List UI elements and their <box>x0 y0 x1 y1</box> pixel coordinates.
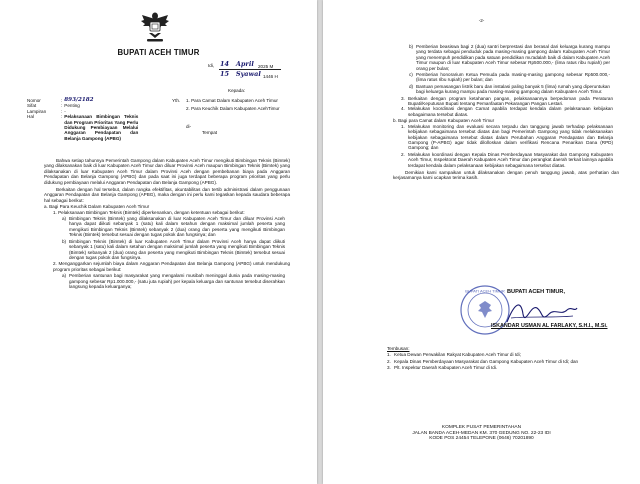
tembusan-label: Tembusan: <box>387 346 410 351</box>
date-gregorian-year: 2025 M <box>258 64 274 69</box>
kepada-label: Kepada: <box>228 88 246 93</box>
item-4: 4. Melakukan koordinasi dengan Camat apabila terdapat kendala dalam pelaksanaan kebijakan sebagaimana tersebut diatas. <box>401 106 613 117</box>
letter-body-page-1 <box>44 158 290 289</box>
letter-page-1 <box>0 0 317 484</box>
meta-sifat: Sifat : Penting <box>27 103 80 109</box>
page-number: -2- <box>478 18 485 23</box>
letter-meta <box>27 98 139 141</box>
recipient-list <box>186 98 282 112</box>
date-place-label: Idi, <box>208 63 215 68</box>
date-hijri-handwritten: 15 Syawal <box>220 70 261 78</box>
recipient-2: 2. Para Keuchik Dalam Kabupaten AcehTimur <box>186 106 280 112</box>
item-a-heading: a. Bagi Para Keuchik Dalam Kabupaten Aceh Timur <box>44 204 150 210</box>
seal-text: BUPATI ACEH TIMUR <box>465 288 505 294</box>
item-2-sub-c: c) Pemberian honorarium Ketua Pemuda pada masing-masing gampong sebesar Rp500.000,- (lima ratus ribu rupiah) per bulan; dan <box>409 72 610 83</box>
meta-hal: Hal : Pelaksanaan Bimbingan Teknis dan Program Prioritas Yang Perlu Didukung Pembiayaan Melalui Anggaran Pendapatan dan Belanja Gampong (APBG) <box>27 114 139 141</box>
footer-line-2: JALAN BANDA ACEH-MEDAN KM. 370 GEDUNG NO. 22-23 IDI <box>412 430 551 436</box>
item-2-sub-b: b) Pemberian beasiswa bagi 2 (dua) santri berprestasi dan berasal dari keluarga kurang mampu yang terdata sebagai penduduk pada masing-masing gampong dalam Kabupaten Aceh Timur yang menempuh pendidikan pada satuan pendidikan mu'adalah baik di dalam Kabupaten Aceh Timur maupun di luar Kabupaten Aceh Timur sebesar Rp500.000,- (lima ratus ribu rupiah) per orang per bulan; <box>409 44 610 71</box>
paragraph-1: Bahwa setiap tahunnya Pemerintah Gampong dalam Kabupaten Aceh Timur mengikuti Bimbingan Teknis (Bimtek) yang dilaksanakan baik di luar Kabupaten Aceh Timur dan diluar Provinsi Aceh maupun Bimbingan Teknis (Bimtek) yang dilaksanakan di luar Kabupaten Aceh Timur dalam Provinsi Aceh dengan pembebanan biaya pada Anggaran Pendapatan dan Belanja Gampong (APBG) dan pada saat ini juga terdapat beberapa program prioritas yang perlu didukung pembiayaan melalui Anggaran Pendapatan dan Belanja Gampong (APBG). <box>44 158 290 185</box>
letter-footer <box>323 425 640 442</box>
date-gregorian-handwritten: 14 April <box>220 60 254 68</box>
closing-paragraph: Demikian kami sampaikan untuk dilaksanakan dengan penuh tanggung jawab, atas perhatian dan kerjasamanya kami ucapkan terima kasih. <box>393 169 619 181</box>
item-1-sub-b: b) Bimbingan Teknis (Bimtek) di luar Kabupaten Aceh Timur dalam Provinsi Aceh hanya dapat diikuti sebanyak 1 (satu) kali dalam setahun dengan maksimal jumlah peserta yang mengikuti Bimbingan Teknis (Bimtek) sebanyak 2 (dua) orang dan peserta yang mengikuti Bimbingan Teknis (Bimtek) tersebut sesuai dengan tugas pokok dan fungsinya. <box>62 238 285 260</box>
tembusan-item-1: 1. Ketua Dewan Perwakilan Rakyat Kabupaten Aceh Timur di Idi; <box>387 352 521 358</box>
footer-line-1: KOMPLEK PUSAT PEMERINTAHAN <box>441 425 522 430</box>
signer-title: BUPATI ACEH TIMUR, <box>507 289 566 295</box>
letter-body-page-2 <box>393 44 619 181</box>
footer-line-3: KODE POS 24454 TELEPONE (0646) 70201890 <box>429 436 534 442</box>
item-b-heading: b. Bagi para Camat dalam Kabupaten Aceh Timur <box>393 118 495 124</box>
letter-heading: BUPATI ACEH TIMUR <box>117 48 200 57</box>
tembusan-section <box>387 346 627 371</box>
tembusan-item-2: 2. Kepala Dinas Pemberdayaan Masyarakat dan Gampong Kabupaten Aceh Timur di Idi; dan <box>387 358 579 364</box>
item-2-sub-a: a) Pemberian santunan bagi masyarakat yang mengalami musibah meninggal dunia pada masing-masing gampong sebesar Rp1.000.000,- (satu juta rupiah) per kepala keluarga dan santunan tersebut diserahkan langsung kepada keluarganya; <box>62 273 285 289</box>
item-2: 2. Menganggarkan sejumlah biaya dalam Anggaran Pendapatan dan Belanja Gampong (APBG) untuk mendukung program prioritas sebagai berikut: <box>53 261 290 272</box>
tempat-label: Tempat <box>202 130 218 135</box>
item-1: 1. Pelaksanaan Bimbingan Teknis (Bimtek) diperkenankan, dengan ketentuan sebagai berikut: <box>53 209 245 215</box>
item-2-sub-d: d) Bantuan pemasangan listrik baru dan instalasi paling banyak 5 (lima) rumah yang diperuntukan bagi keluarga kurang mampu pada masing-masing gampong dalam Kabupaten Aceh Timur. <box>409 83 610 95</box>
yth-label: Yth. <box>172 98 181 103</box>
letter-page-2 <box>323 0 640 484</box>
garuda-emblem-icon <box>138 9 172 43</box>
meta-lampiran: Lampiran : - <box>27 108 66 114</box>
recipient-1: 1. Para Camat Dalam Kabupaten Aceh Timur <box>186 98 278 103</box>
paragraph-2: Berkaitan dengan hal tersebut, dalam rangka efektifitas, akuntabilitas dan tertib administrasi dalam penggunaan Anggaran Pendapatan dan Belanja Gampong (APBG), maka dengan ini perlu kami tegaskan kepada saudara beberapa hal sebagai berikut: <box>44 187 290 203</box>
meta-nomor: Nomor : 893/2182 <box>27 97 94 103</box>
item-b-2: 2. Melakukan koordinasi dengan Kepala Dinas Pemberdayaan Masyarakat dan Gampong Kabupaten Aceh Timur, Inspektorat Daerah Kabupaten Aceh Timur dan perangkat daerah terkait lainnya apabila terdapat kendala dalam pelaksanaan kebijakan sebagaimana tersebut diatas. <box>401 151 613 168</box>
item-3: 3. Berkaitan dengan program ketahanan pangan, pelaksanaannya berpedoman pada Peraturan Bupati/Keputusan Bupati tentang Pemanfaatan Pekarangan Pangan Lestari. <box>401 95 613 107</box>
item-1-sub-a: a) Bimbingan Teknis (Bimtek) yang dilaksanakan di luar Kabupaten Aceh Timur dan diluar Provinsi Aceh hanya dapat diikuti sebanyak 1 (satu) kali dalam setahun dengan maksimal jumlah peserta yang mengikuti Bimbingan Teknis (Bimtek) sebanyak 2 (dua) orang dan peserta yang mengikuti Bimbingan Teknis (Bimtek) tersebut sesuai dengan tugas pokok dan fungsinya; dan <box>62 216 285 238</box>
signer-name: ISKANDAR USMAN AL FARLAKY, S.H.I., M.Si. <box>491 323 608 329</box>
date-hijri-year: 1446 H <box>263 74 278 79</box>
di-label: di- <box>186 124 192 129</box>
tembusan-item-3: 3. Plt. Inspektur Daerah Kabupaten Aceh Timur di Idi. <box>387 365 498 371</box>
item-b-1: 1. Melakukan monitoring dan evaluasi secara terpadu dan tanggung jawab terhadap pelaksanaan kebijakan sebagaimana tersebut diatas dan bagi Pemerintah Gampong yang tidak melaksanakan kebijakan sebagaimana tersebut diatas dalam Perubahan Anggaran Pendapatan dan Belanja Gampong (P-APBG) agar tidak dilolloskan dalam verifikasi Rencana Penarikan Dana (RPD) Gampong; dan <box>401 123 613 151</box>
